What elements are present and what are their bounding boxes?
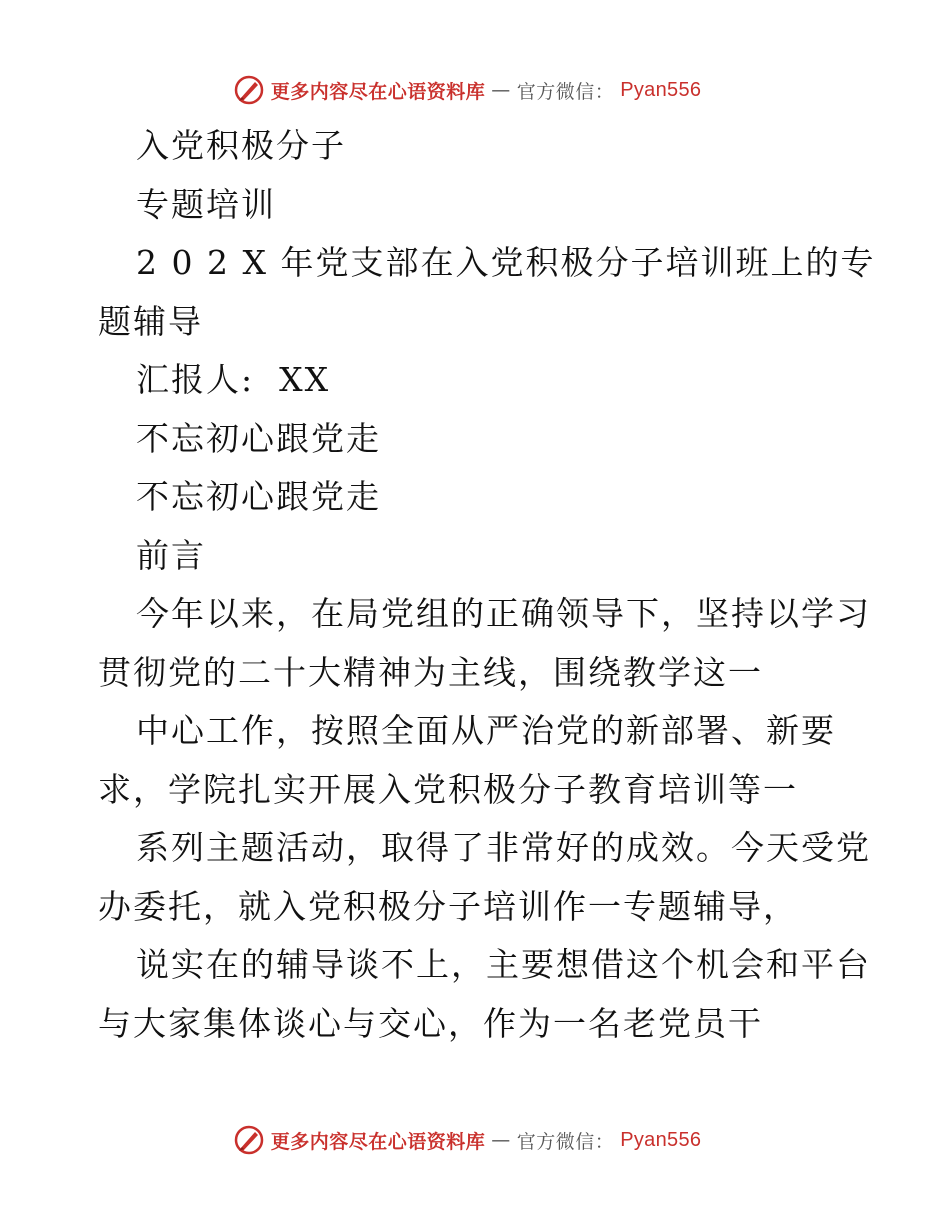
watermark-wechat-label: 官方微信： (516, 80, 615, 103)
doc-line-8: 前言 (136, 535, 206, 575)
doc-line-13: 系列主题活动，取得了非常好的成效。今天受党 (136, 828, 871, 867)
doc-line-12: 求，学院扎实开展入党积极分子教育培训等一 (98, 769, 798, 809)
doc-line-3: 2 0 2 X 年党支部在入党积极分子培训班上的专 (136, 243, 876, 282)
header-watermark (0, 70, 950, 110)
doc-line-6: 不忘初心跟党走 (136, 418, 381, 458)
doc-line-16: 与大家集体谈心与交心，作为一名老党员干 (98, 1003, 763, 1043)
quill-logo-icon (233, 1124, 265, 1156)
document-body (98, 117, 876, 1053)
doc-line-2: 专题培训 (136, 184, 276, 224)
watermark-separator: — (491, 79, 511, 101)
watermark-separator: — (491, 1129, 511, 1151)
doc-line-4: 题辅导 (98, 301, 203, 341)
doc-line-15: 说实在的辅导谈不上，主要想借这个机会和平台 (136, 945, 871, 984)
doc-line-14: 办委托，就入党积极分子培训作一专题辅导， (98, 886, 798, 926)
doc-line-10: 贯彻党的二十大精神为主线，围绕教学这一 (98, 652, 763, 692)
doc-line-9: 今年以来，在局党组的正确领导下，坚持以学习 (136, 594, 871, 633)
watermark-wechat-label: 官方微信： (516, 1130, 615, 1153)
doc-line-5: 汇报人: XX (136, 360, 331, 399)
watermark-wechat-id: Pyan556 (620, 1128, 702, 1151)
watermark-site-text: 更多内容尽在心语资料库 (270, 80, 486, 103)
doc-line-1: 入党积极分子 (136, 126, 346, 165)
doc-line-11: 中心工作，按照全面从严治党的新部署、新要 (136, 711, 836, 750)
watermark-site-text: 更多内容尽在心语资料库 (270, 1130, 486, 1153)
footer-watermark (0, 1120, 950, 1160)
watermark-wechat-id: Pyan556 (620, 78, 702, 101)
quill-logo-icon (233, 74, 265, 106)
doc-line-7: 不忘初心跟党走 (136, 477, 381, 516)
